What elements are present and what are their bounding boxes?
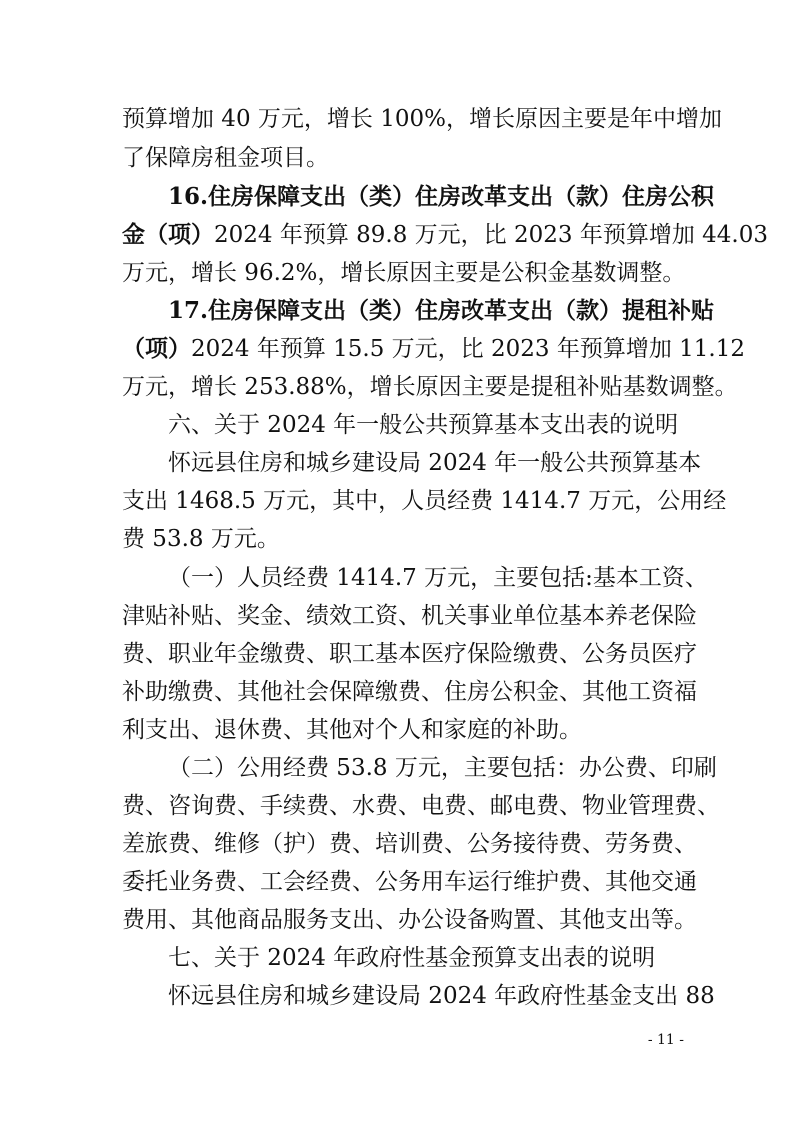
text-line [122, 791, 720, 821]
text-line [122, 829, 697, 859]
text-line [168, 753, 717, 783]
text-line [122, 258, 686, 288]
text-line [122, 867, 697, 897]
text-segment: 利支出、退休费、其他对个人和家庭的补助。 [122, 717, 582, 743]
text-line [122, 601, 697, 631]
section-title-text: 六、关于 2024 年一般公共预算基本支出表的说明 [168, 412, 679, 438]
text-line [122, 143, 682, 173]
text-line [122, 715, 682, 745]
text-line [122, 905, 697, 935]
section-title-text: 七、关于 2024 年政府性基金预算支出表的说明 [168, 945, 656, 971]
section-title [168, 410, 682, 440]
text-line [168, 182, 715, 212]
text-segment: 了保障房租金项目。 [122, 145, 329, 171]
text-line [122, 104, 722, 134]
text-segment: 万元，增长 96.2%，增长原因主要是公积金基数调整。 [122, 260, 686, 286]
text-line [168, 296, 715, 326]
text-segment: 委托业务费、工会经费、公务用车运行维护费、其他交通 [122, 869, 697, 895]
text-segment: 怀远县住房和城乡建设局 2024 年一般公共预算基本 [168, 450, 702, 476]
text-segment: 费用、其他商品服务支出、办公设备购置、其他支出等。 [122, 907, 697, 933]
text-segment: （一）人员经费 1414.7 万元，主要包括:基本工资、 [168, 565, 708, 591]
text-segment: 万元，增长 253.88%，增长原因主要是提租补贴基数调整。 [122, 374, 738, 400]
text-segment: 怀远县住房和城乡建设局 2024 年政府性基金支出 88 [168, 983, 715, 1009]
text-segment: 2024 年预算 89.8 万元，比 2023 年预算增加 44.03 [214, 222, 768, 248]
text-line [122, 486, 727, 516]
page-number: - 11 - [647, 1032, 684, 1048]
text-line [122, 639, 697, 669]
section-title [168, 943, 682, 973]
text-line [168, 448, 702, 478]
text-line [122, 524, 682, 554]
text-line [168, 563, 708, 593]
text-line [122, 677, 697, 707]
text-line [168, 981, 715, 1011]
text-line [122, 334, 745, 364]
text-segment: 费、职业年金缴费、职工基本医疗保险缴费、公务员医疗 [122, 641, 697, 667]
section-heading-text: 金（项） [122, 221, 214, 248]
text-line [122, 220, 768, 250]
text-segment: 2024 年预算 15.5 万元，比 2023 年预算增加 11.12 [191, 336, 745, 362]
text-segment: 费 53.8 万元。 [122, 526, 280, 552]
text-line [122, 372, 738, 402]
text-segment: 津贴补贴、奖金、绩效工资、机关事业单位基本养老保险 [122, 603, 697, 629]
text-segment: 差旅费、维修（护）费、培训费、公务接待费、劳务费、 [122, 831, 697, 857]
text-segment: （二）公用经费 53.8 万元，主要包括：办公费、印刷 [168, 755, 717, 781]
text-segment: 费、咨询费、手续费、水费、电费、邮电费、物业管理费、 [122, 793, 720, 819]
section-heading-text: （项） [122, 335, 191, 362]
section-heading-text: 17.住房保障支出（类）住房改革支出（款）提租补贴 [168, 297, 715, 324]
text-segment: 补助缴费、其他社会保障缴费、住房公积金、其他工资福 [122, 679, 697, 705]
section-heading-text: 16.住房保障支出（类）住房改革支出（款）住房公积 [168, 183, 715, 210]
text-segment: 支出 1468.5 万元，其中，人员经费 1414.7 万元，公用经 [122, 488, 727, 514]
text-segment: 预算增加 40 万元，增长 100%，增长原因主要是年中增加 [122, 106, 722, 132]
